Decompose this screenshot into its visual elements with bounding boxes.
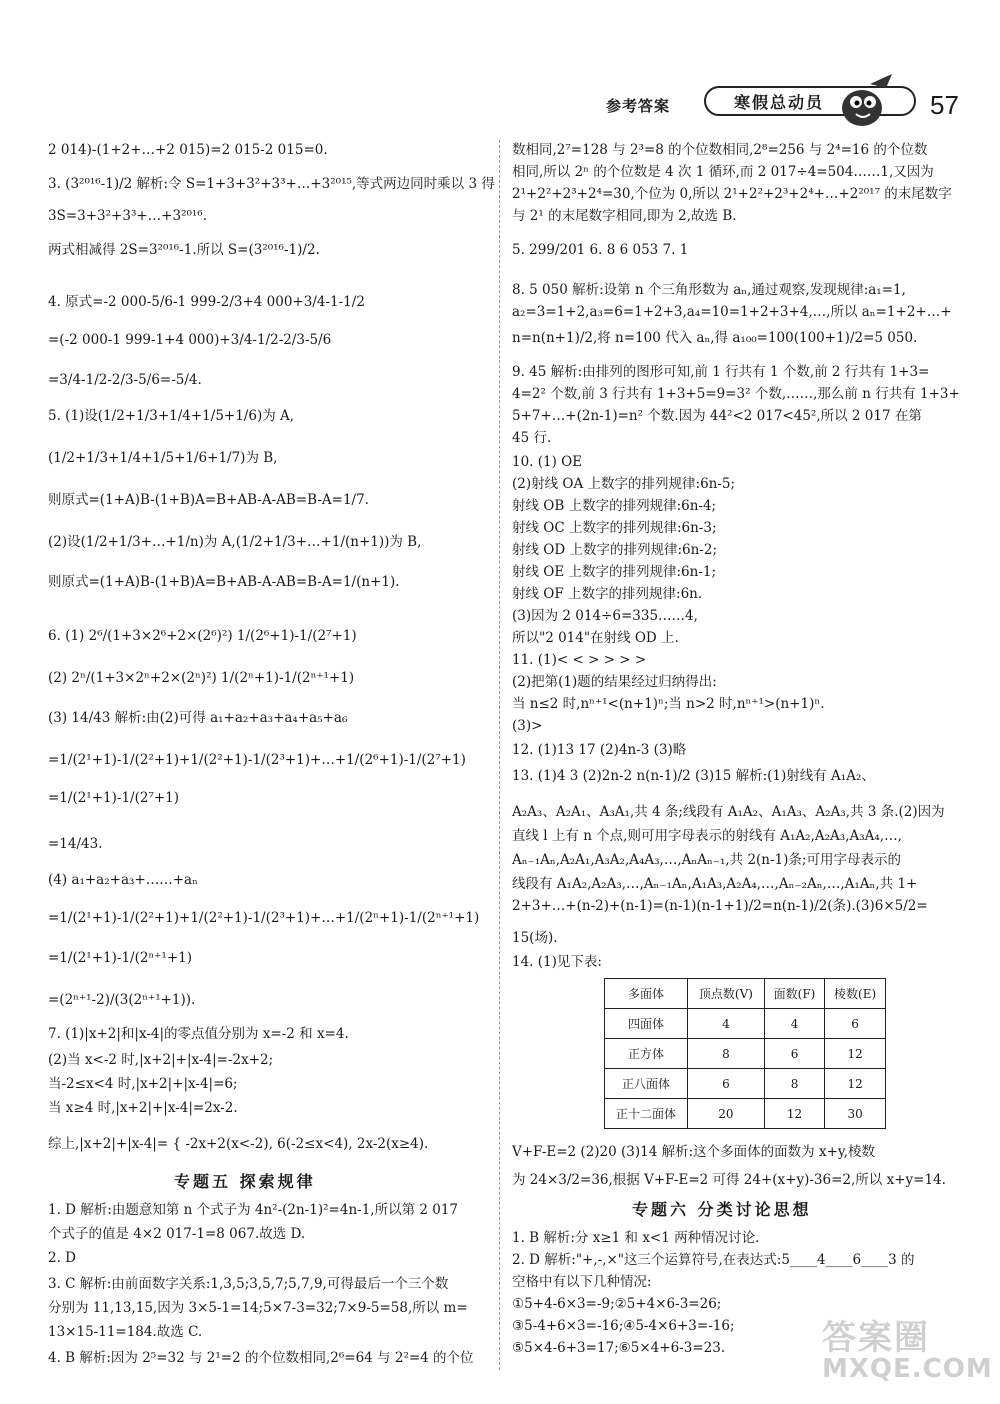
text-line: 直线 l 上有 n 个点,则可用字母表示的射线有 A₁A₂,A₂A₃,A₃A₄,…,: [512, 828, 902, 844]
table-header: 顶点数(V): [688, 979, 765, 1009]
text-line: 5. 299/201 6. 8 6 053 7. 1: [512, 242, 689, 258]
text-line: n=n(n+1)/2,将 n=100 代入 aₙ,得 a₁₀₀=100(100+1)/2=5 050.: [512, 330, 918, 346]
text-line: 当-2≤x<4 时,|x+2|+|x-4|=6;: [48, 1076, 238, 1092]
text-line: 8. 5 050 解析:设第 n 个三角形数为 aₙ,通过观察,发现规律:a₁=1,: [512, 282, 906, 298]
text-line: 射线 OD 上数字的排列规律:6n-2;: [512, 542, 718, 558]
text-line: 当 n≤2 时,nⁿ⁺¹<(n+1)ⁿ;当 n>2 时,nⁿ⁺¹>(n+1)ⁿ.: [512, 696, 825, 712]
text-line: (1/2+1/3+1/4+1/5+1/6+1/7)为 B,: [48, 450, 278, 466]
text-line: (2)射线 OA 上数字的排列规律:6n-5;: [512, 476, 736, 492]
text-line: 13. (1)4 3 (2)2n-2 n(n-1)/2 (3)15 解析:(1)射线有 A₁A₂、: [512, 768, 875, 784]
table-cell: 正八面体: [605, 1069, 688, 1099]
text-line: 线段有 A₁A₂,A₂A₃,…,Aₙ₋₁Aₙ,A₁A₃,A₂A₄,…,Aₙ₋₂Aₙ,…,A₁Aₙ,共 1+: [512, 876, 918, 892]
text-line: 4. 原式=-2 000-5/6-1 999-2/3+4 000+3/4-1-1/2: [48, 294, 365, 310]
text-line: 5+7+…+(2n-1)=n² 个数.因为 44²<2 017<45²,所以 2 017 在第: [512, 408, 922, 424]
section-title: 专题五 探索规律: [174, 1172, 316, 1191]
table-cell: 12: [764, 1099, 824, 1129]
text-line: 7. (1)|x+2|和|x-4|的零点值分别为 x=-2 和 x=4.: [48, 1026, 349, 1042]
text-line: 14. (1)见下表:: [512, 954, 602, 970]
header-label: 参考答案: [606, 96, 671, 115]
table-cell: 正方体: [605, 1039, 688, 1069]
text-line: 4. B 解析:因为 2⁵=32 与 2¹=2 的个位数相同,2⁶=64 与 2²=4 的个位: [48, 1350, 474, 1366]
text-line: 3. (3²⁰¹⁶-1)/2 解析:令 S=1+3+3²+3³+…+3²⁰¹⁵,等式两边同时乘以 3 得: [48, 176, 495, 192]
text-line: (2)设(1/2+1/3+…+1/n)为 A,(1/2+1/3+…+1/(n+1))为 B,: [48, 534, 422, 550]
text-line: 射线 OB 上数字的排列规律:6n-4;: [512, 498, 717, 514]
mascot-icon: [830, 70, 900, 130]
text-line: 2. D: [48, 1250, 76, 1266]
text-line: A₂A₃、A₂A₁、A₃A₁,共 4 条;线段有 A₁A₂、A₁A₃、A₂A₃,共 3 条.(2)因为: [512, 804, 945, 820]
text-line: 射线 OF 上数字的排列规律:6n.: [512, 586, 703, 602]
text-line: 6. (1) 2⁶/(1+3×2⁶+2×(2⁶)²) 1/(2⁶+1)-1/(2⁷+1): [48, 628, 357, 644]
table-cell: 4: [688, 1009, 765, 1039]
text-line: 4=2² 个数,前 3 行共有 1+3+5=9=3² 个数,……,那么前 n 行共有 1+3+: [512, 386, 960, 402]
polyhedron-table: [604, 978, 886, 1129]
text-line: 与 2¹ 的末尾数字相同,即为 2,故选 B.: [512, 208, 737, 224]
text-line: 相同,所以 2ⁿ 的个位数是 4 次 1 循环,而 2 017÷4=504……1,又因为: [512, 164, 934, 180]
watermark-logo: 答案圈: [822, 1318, 930, 1358]
table-cell: 6: [764, 1039, 824, 1069]
text-line: 10. (1) OE: [512, 454, 583, 470]
text-line: =3/4-1/2-2/3-5/6=-5/4.: [48, 372, 202, 388]
text-line: =1/(2¹+1)-1/(2²+1)+1/(2²+1)-1/(2³+1)+…+1/(2⁶+1)-1/(2⁷+1): [48, 752, 466, 768]
text-line: 9. 45 解析:由排列的图形可知,前 1 行共有 1 个数,前 2 行共有 1+3=: [512, 364, 930, 380]
table-cell: 6: [825, 1009, 886, 1039]
text-line: 2 014)-(1+2+…+2 015)=2 015-2 015=0.: [48, 142, 328, 158]
table-cell: 四面体: [605, 1009, 688, 1039]
table-cell: 12: [825, 1039, 886, 1069]
text-line: 11. (1)< < > > > >: [512, 652, 647, 668]
table-cell: 20: [688, 1099, 765, 1129]
text-line: 射线 OC 上数字的排列规律:6n-3;: [512, 520, 717, 536]
table-header: 棱数(E): [825, 979, 886, 1009]
text-line: 当 x≥4 时,|x+2|+|x-4|=2x-2.: [48, 1100, 238, 1116]
text-line: 分别为 11,13,15,因为 3×5-1=14;5×7-3=32;7×9-5=58,所以 m=: [48, 1300, 468, 1316]
text-line: 2+3+…+(n-2)+(n-1)=(n-1)(n-1+1)/2=n(n-1)/2(条).(3)6×5/2=: [512, 898, 928, 914]
text-line: 45 行.: [512, 430, 552, 446]
table-header: 多面体: [605, 979, 688, 1009]
text-line: 数相同,2⁷=128 与 2³=8 的个位数相同,2⁸=256 与 2⁴=16 的个位数: [512, 142, 928, 158]
text-line: (2) 2ⁿ/(1+3×2ⁿ+2×(2ⁿ)²) 1/(2ⁿ+1)-1/(2ⁿ⁺¹+1): [48, 670, 355, 686]
table-cell: 6: [688, 1069, 765, 1099]
table-row: [605, 1039, 886, 1069]
page-number: 57: [930, 89, 959, 120]
text-line: 2. D 解析:"+,-,×"这三个运算符号,在表达式:5____4____6____3 的: [512, 1252, 915, 1268]
text-line: =1/(2¹+1)-1/(2⁷+1): [48, 790, 180, 806]
text-line: (3)>: [512, 718, 543, 734]
table-cell: 正十二面体: [605, 1099, 688, 1129]
text-line: =14/43.: [48, 836, 103, 852]
table-header: 面数(F): [764, 979, 824, 1009]
text-line: (3)因为 2 014÷6=335……4,: [512, 608, 698, 624]
text-line: ③5-4+6×3=-16;④5-4×6+3=-16;: [512, 1318, 735, 1334]
text-line: 2¹+2²+2³+2⁴=30,个位为 0,所以 2¹+2²+2³+2⁴+…+2²⁰¹⁷ 的末尾数字: [512, 186, 952, 202]
text-line: Aₙ₋₁Aₙ,A₂A₁,A₃A₂,A₄A₃,…,AₙAₙ₋₁,共 2(n-1)条;可用字母表示的: [512, 852, 901, 868]
text-line: 所以"2 014"在射线 OD 上.: [512, 630, 679, 646]
text-line: =1/(2¹+1)-1/(2ⁿ⁺¹+1): [48, 950, 192, 966]
text-line: 则原式=(1+A)B-(1+B)A=B+AB-A-AB=B-A=1/7.: [48, 492, 369, 508]
text-line: =1/(2¹+1)-1/(2²+1)+1/(2²+1)-1/(2³+1)+…+1/(2ⁿ+1)-1/(2ⁿ⁺¹+1): [48, 910, 480, 926]
table-row: [605, 1099, 886, 1129]
table-cell: 4: [764, 1009, 824, 1039]
text-line: 为 24×3/2=36,根据 V+F-E=2 可得 24+(x+y)-36=2,所以 x+y=14.: [512, 1172, 946, 1188]
text-line: 15(场).: [512, 930, 558, 946]
column-divider: [499, 140, 501, 1370]
text-line: 13×15-11=184.故选 C.: [48, 1324, 203, 1340]
text-line: 则原式=(1+A)B-(1+B)A=B+AB-A-AB=B-A=1/(n+1).: [48, 574, 400, 590]
text-line: a₂=3=1+2,a₃=6=1+2+3,a₄=10=1+2+3+4,…,所以 aₙ=1+2+…+: [512, 304, 952, 320]
text-line: 5. (1)设(1/2+1/3+1/4+1/5+1/6)为 A,: [48, 408, 295, 424]
watermark-url: MXQE.COM: [822, 1354, 993, 1384]
text-line: 综上,|x+2|+|x-4|= { -2x+2(x<-2), 6(-2≤x<4), 2x-2(x≥4).: [48, 1136, 429, 1152]
text-line: (4) a₁+a₂+a₃+……+aₙ: [48, 872, 198, 888]
text-line: (2)当 x<-2 时,|x+2|+|x-4|=-2x+2;: [48, 1052, 274, 1068]
text-line: 1. B 解析:分 x≥1 和 x<1 两种情况讨论.: [512, 1230, 760, 1246]
text-line: 个式子的值是 4×2 017-1=8 067.故选 D.: [48, 1226, 306, 1242]
table-row: [605, 1069, 886, 1099]
text-line: ①5+4-6×3=-9;②5+4×6-3=26;: [512, 1296, 722, 1312]
text-line: 3. C 解析:由前面数字关系:1,3,5;3,5,7;5,7,9,可得最后一个三个数: [48, 1276, 449, 1292]
text-line: =(-2 000-1 999-1+4 000)+3/4-1/2-2/3-5/6: [48, 332, 332, 348]
text-line: 两式相减得 2S=3²⁰¹⁶-1.所以 S=(3²⁰¹⁶-1)/2.: [48, 242, 320, 258]
text-line: 12. (1)13 17 (2)4n-3 (3)略: [512, 742, 687, 758]
table-cell: 12: [825, 1069, 886, 1099]
table-cell: 30: [825, 1099, 886, 1129]
text-line: (2)把第(1)题的结果经过归纳得出:: [512, 674, 717, 690]
text-line: 3S=3+3²+3³+…+3²⁰¹⁶.: [48, 208, 208, 224]
table-cell: 8: [688, 1039, 765, 1069]
text-line: 空格中有以下几种情况:: [512, 1274, 652, 1290]
table-row: [605, 1009, 886, 1039]
text-line: ⑤5×4-6+3=17;⑥5×4+6-3=23.: [512, 1340, 726, 1356]
table-cell: 8: [764, 1069, 824, 1099]
table-header-row: [605, 979, 886, 1009]
text-line: V+F-E=2 (2)20 (3)14 解析:这个多面体的面数为 x+y,棱数: [512, 1144, 876, 1160]
text-line: 1. D 解析:由题意知第 n 个式子为 4n²-(2n-1)²=4n-1,所以第 2 017: [48, 1202, 459, 1218]
section-title: 专题六 分类讨论思想: [632, 1200, 812, 1219]
header-title: 寒假总动员: [704, 86, 916, 116]
text-line: =(2ⁿ⁺¹-2)/(3(2ⁿ⁺¹+1)).: [48, 992, 196, 1008]
text-line: 射线 OE 上数字的排列规律:6n-1;: [512, 564, 717, 580]
text-line: (3) 14/43 解析:由(2)可得 a₁+a₂+a₃+a₄+a₅+a₆: [48, 710, 348, 726]
